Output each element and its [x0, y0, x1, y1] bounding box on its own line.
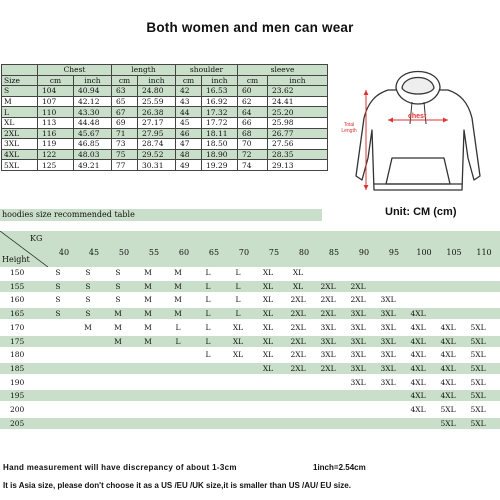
total-length-label: Total Length — [341, 122, 357, 134]
recommended-size-cell: 2XL — [290, 322, 306, 332]
measurement-cell: 25.98 — [268, 117, 328, 128]
recommended-size-cell: M — [174, 309, 182, 319]
size-name-cell: 5XL — [2, 160, 38, 171]
measurement-cell: 18.90 — [202, 149, 238, 160]
height-cell: 165 — [10, 309, 25, 319]
recommended-size-cell: 2XL — [290, 336, 306, 346]
measurement-cell: 67 — [112, 107, 138, 118]
table-row — [2, 149, 328, 160]
size-name-cell: 4XL — [2, 149, 38, 160]
recommended-size-cell: 4XL — [440, 350, 456, 360]
measurement-cell: 18.50 — [202, 139, 238, 150]
measurement-cell: 16.53 — [202, 86, 238, 97]
recommended-size-cell: 5XL — [470, 391, 486, 401]
recommended-size-cell: 4XL — [410, 309, 426, 319]
recommended-size-cell: 4XL — [410, 377, 426, 387]
recommended-size-cell: 2XL — [290, 363, 306, 373]
recommended-size-cell: XL — [262, 309, 274, 319]
recommended-size-cell: 3XL — [380, 309, 396, 319]
recommended-size-cell: 4XL — [440, 322, 456, 332]
measurement-cell: 46 — [176, 128, 202, 139]
asia-size-warning: It is Asia size, please don't choose it as a US /EU /UK size,it is smaller than US /AU/ EU size. — [3, 481, 351, 490]
recommended-size-cell: 5XL — [470, 363, 486, 373]
recommended-size-cell: 3XL — [350, 336, 366, 346]
recommended-size-cell: L — [205, 268, 211, 277]
size-group-header: shoulder — [176, 65, 238, 76]
measurement-cell: 62 — [238, 96, 268, 107]
table-row — [2, 139, 328, 150]
unit-header: cm — [238, 75, 268, 86]
list-item — [0, 349, 500, 360]
recommended-size-cell: M — [144, 268, 152, 277]
measurement-note: Hand measurement will have discrepancy of about 1-3cm — [3, 463, 237, 472]
recommended-size-cell: 2XL — [290, 295, 306, 305]
recommended-size-cell: XL — [262, 268, 274, 277]
recommendation-header — [0, 231, 500, 267]
list-item — [0, 418, 500, 429]
recommended-size-cell: S — [55, 309, 61, 319]
recommended-size-cell: 4XL — [410, 350, 426, 360]
measurement-cell: 40.94 — [74, 86, 112, 97]
measurement-cell: 47 — [176, 139, 202, 150]
measurement-cell: 64 — [238, 107, 268, 118]
recommended-size-cell: 5XL — [440, 405, 456, 414]
measurement-cell: 125 — [38, 160, 74, 171]
recommended-size-cell: 3XL — [380, 295, 396, 305]
measurement-cell: 119 — [38, 139, 74, 150]
recommended-size-cell: 3XL — [320, 350, 336, 360]
size-chart-table — [1, 64, 328, 171]
list-item — [0, 336, 500, 347]
recommended-size-cell: 3XL — [380, 322, 396, 332]
recommended-size-cell: 3XL — [380, 350, 396, 360]
recommended-size-cell: L — [235, 309, 241, 319]
weight-column-header: 85 — [328, 248, 340, 257]
recommended-size-cell: 5XL — [470, 322, 486, 332]
unit-header: inch — [138, 75, 176, 86]
recommended-size-cell: L — [205, 322, 211, 332]
list-item — [0, 363, 500, 374]
recommended-size-cell: L — [235, 295, 241, 305]
height-cell: 155 — [10, 281, 25, 291]
measurement-cell: 110 — [38, 107, 74, 118]
weight-column-header: 90 — [358, 248, 370, 257]
measurement-cell: 43 — [176, 96, 202, 107]
recommended-size-cell: M — [114, 322, 122, 332]
recommended-size-cell: 5XL — [470, 350, 486, 360]
weight-column-header: 100 — [416, 248, 432, 257]
measurement-cell: 25.59 — [138, 96, 176, 107]
size-name-cell: M — [2, 96, 38, 107]
weight-column-header: 110 — [476, 248, 492, 257]
height-cell: 175 — [10, 336, 25, 346]
recommended-size-cell: S — [85, 295, 91, 305]
size-name-cell: 3XL — [2, 139, 38, 150]
recommended-size-cell: M — [84, 322, 92, 332]
measurement-cell: 68 — [238, 128, 268, 139]
list-item — [0, 390, 500, 401]
measurement-cell: 27.95 — [138, 128, 176, 139]
measurement-cell: 24.41 — [268, 96, 328, 107]
recommended-size-cell: XL — [292, 281, 304, 291]
size-name-cell: 2XL — [2, 128, 38, 139]
recommended-size-cell: XL — [262, 336, 274, 346]
recommended-size-cell: 2XL — [320, 309, 336, 319]
size-group-header: sleeve — [238, 65, 328, 76]
recommended-size-cell: 3XL — [380, 363, 396, 373]
recommended-size-cell: M — [174, 268, 182, 277]
size-header-blank — [2, 65, 38, 76]
weight-column-header: 105 — [446, 248, 462, 257]
recommended-size-cell: M — [114, 336, 122, 346]
recommended-size-cell: 4XL — [410, 405, 426, 414]
size-group-header: length — [112, 65, 176, 76]
list-item — [0, 322, 500, 333]
height-cell: 200 — [10, 405, 25, 414]
measurement-cell: 28.35 — [268, 149, 328, 160]
recommended-size-cell: 5XL — [440, 418, 456, 428]
measurement-cell: 107 — [38, 96, 74, 107]
recommended-size-cell: L — [175, 322, 181, 332]
recommended-size-cell: 4XL — [440, 363, 456, 373]
recommended-size-cell: 4XL — [410, 322, 426, 332]
unit-header: inch — [74, 75, 112, 86]
weight-column-header: 55 — [148, 248, 160, 257]
measurement-cell: 104 — [38, 86, 74, 97]
recommended-size-cell: 2XL — [290, 309, 306, 319]
list-item — [0, 377, 500, 388]
measurement-cell: 71 — [112, 128, 138, 139]
recommended-size-cell: 3XL — [350, 350, 366, 360]
recommended-size-cell: L — [205, 350, 211, 360]
measurement-cell: 27.56 — [268, 139, 328, 150]
recommended-size-cell: 4XL — [410, 363, 426, 373]
list-item — [0, 267, 500, 278]
weight-column-header: 40 — [58, 248, 70, 257]
weight-column-header: 95 — [388, 248, 400, 257]
inch-conversion-note: 1inch=2.54cm — [313, 463, 366, 472]
height-label: Height — [2, 255, 30, 264]
recommended-size-cell: 5XL — [470, 377, 486, 387]
recommended-size-cell: 3XL — [380, 377, 396, 387]
table-row — [2, 107, 328, 118]
weight-column-header: 50 — [118, 248, 130, 257]
measurement-cell: 23.62 — [268, 86, 328, 97]
recommended-size-cell: 4XL — [440, 377, 456, 387]
page-title: Both women and men can wear — [146, 20, 354, 35]
weight-column-header: 65 — [208, 248, 220, 257]
measurement-cell: 46.85 — [74, 139, 112, 150]
measurement-cell: 28.74 — [138, 139, 176, 150]
recommended-size-cell: 3XL — [350, 377, 366, 387]
recommended-size-cell: S — [115, 295, 121, 305]
recommended-size-cell: XL — [262, 322, 274, 332]
recommended-size-cell: L — [235, 268, 241, 277]
unit-header: inch — [268, 75, 328, 86]
recommended-size-cell: 3XL — [380, 336, 396, 346]
measurement-cell: 48.03 — [74, 149, 112, 160]
recommended-size-cell: L — [205, 281, 211, 291]
recommended-table-title: hoodies size recommended table — [0, 209, 322, 221]
measurement-cell: 26.38 — [138, 107, 176, 118]
measurement-cell: 66 — [238, 117, 268, 128]
measurement-cell: 49 — [176, 160, 202, 171]
recommended-size-cell: XL — [232, 336, 244, 346]
recommended-size-cell: M — [114, 309, 122, 319]
recommended-size-cell: M — [144, 295, 152, 305]
measurement-cell: 45 — [176, 117, 202, 128]
list-item — [0, 294, 500, 305]
measurement-cell: 75 — [112, 149, 138, 160]
recommended-size-cell: L — [205, 336, 211, 346]
height-cell: 180 — [10, 350, 25, 360]
measurement-cell: 45.67 — [74, 128, 112, 139]
recommended-size-cell: 2XL — [320, 295, 336, 305]
recommended-size-cell: S — [55, 281, 61, 291]
measurement-cell: 65 — [112, 96, 138, 107]
weight-column-header: 80 — [298, 248, 310, 257]
recommended-size-cell: L — [205, 295, 211, 305]
measurement-cell: 26.77 — [268, 128, 328, 139]
kg-label: KG — [30, 234, 43, 243]
height-cell: 190 — [10, 377, 25, 387]
recommended-size-cell: 4XL — [440, 391, 456, 401]
measurement-cell: 29.52 — [138, 149, 176, 160]
height-cell: 185 — [10, 363, 25, 373]
measurement-cell: 73 — [112, 139, 138, 150]
recommended-size-cell: 3XL — [320, 336, 336, 346]
recommended-size-cell: XL — [262, 350, 274, 360]
measurement-cell: 116 — [38, 128, 74, 139]
height-cell: 195 — [10, 391, 25, 401]
recommended-size-cell: S — [85, 268, 91, 277]
table-row — [2, 128, 328, 139]
measurement-cell: 24.80 — [138, 86, 176, 97]
recommended-size-cell: M — [144, 322, 152, 332]
recommended-size-cell: 2XL — [350, 295, 366, 305]
unit-header: cm — [176, 75, 202, 86]
measurement-cell: 43.30 — [74, 107, 112, 118]
size-group-header: Chest — [38, 65, 112, 76]
list-item — [0, 404, 500, 415]
recommended-size-cell: 2XL — [320, 281, 336, 291]
recommended-size-cell: M — [144, 336, 152, 346]
hoodie-diagram — [338, 58, 498, 196]
recommended-size-cell: 4XL — [440, 336, 456, 346]
list-item — [0, 308, 500, 319]
unit-header: cm — [38, 75, 74, 86]
recommended-size-cell: XL — [262, 281, 274, 291]
measurement-cell: 72 — [238, 149, 268, 160]
recommended-size-cell: S — [115, 281, 121, 291]
recommended-size-cell: XL — [292, 268, 304, 277]
recommended-size-cell: M — [144, 281, 152, 291]
measurement-cell: 17.32 — [202, 107, 238, 118]
measurement-cell: 113 — [38, 117, 74, 128]
weight-column-header: 75 — [268, 248, 280, 257]
measurement-cell: 19.29 — [202, 160, 238, 171]
unit-header: inch — [202, 75, 238, 86]
measurement-cell: 29.13 — [268, 160, 328, 171]
size-name-cell: L — [2, 107, 38, 118]
recommended-size-cell: 2XL — [290, 350, 306, 360]
height-cell: 160 — [10, 295, 25, 305]
recommended-size-cell: 5XL — [470, 418, 486, 428]
recommended-size-cell: 5XL — [470, 405, 486, 414]
chest-label: chest — [408, 113, 427, 120]
measurement-cell: 42 — [176, 86, 202, 97]
recommended-size-cell: XL — [232, 322, 244, 332]
recommended-size-cell: L — [175, 336, 181, 346]
list-item — [0, 281, 500, 292]
measurement-cell: 44.48 — [74, 117, 112, 128]
recommended-size-cell: M — [174, 281, 182, 291]
recommended-size-cell: 4XL — [410, 391, 426, 401]
recommended-size-cell: L — [205, 309, 211, 319]
recommended-size-cell: 3XL — [350, 363, 366, 373]
recommended-size-cell: L — [235, 281, 241, 291]
hoodie-icon — [338, 58, 498, 196]
height-cell: 150 — [10, 268, 25, 277]
measurement-cell: 77 — [112, 160, 138, 171]
recommended-size-cell: XL — [262, 363, 274, 373]
measurement-cell: 30.31 — [138, 160, 176, 171]
recommended-size-cell: M — [144, 309, 152, 319]
table-row — [2, 96, 328, 107]
size-name-cell: XL — [2, 117, 38, 128]
weight-column-header: 70 — [238, 248, 250, 257]
measurement-cell: 42.12 — [74, 96, 112, 107]
height-cell: 170 — [10, 322, 25, 332]
measurement-cell: 44 — [176, 107, 202, 118]
measurement-cell: 17.72 — [202, 117, 238, 128]
size-name-cell: S — [2, 86, 38, 97]
measurement-cell: 16.92 — [202, 96, 238, 107]
recommended-size-cell: S — [55, 295, 61, 305]
weight-column-header: 45 — [88, 248, 100, 257]
recommended-size-cell: 4XL — [410, 336, 426, 346]
recommended-size-cell: M — [174, 295, 182, 305]
measurement-cell: 49.21 — [74, 160, 112, 171]
recommended-size-cell: S — [85, 309, 91, 319]
recommended-size-cell: 5XL — [470, 336, 486, 346]
table-row — [2, 117, 328, 128]
measurement-cell: 70 — [238, 139, 268, 150]
measurement-cell: 25.20 — [268, 107, 328, 118]
recommended-size-cell: 3XL — [350, 309, 366, 319]
recommended-size-cell: XL — [232, 350, 244, 360]
recommended-size-cell: 3XL — [320, 322, 336, 332]
unit-header: cm — [112, 75, 138, 86]
table-row — [2, 160, 328, 171]
measurement-cell: 18.11 — [202, 128, 238, 139]
measurement-cell: 60 — [238, 86, 268, 97]
measurement-cell: 27.17 — [138, 117, 176, 128]
recommended-size-cell: S — [55, 268, 61, 277]
measurement-cell: 122 — [38, 149, 74, 160]
measurement-cell: 74 — [238, 160, 268, 171]
recommended-size-cell: 3XL — [350, 322, 366, 332]
table-row — [2, 86, 328, 97]
recommended-size-cell: 2XL — [320, 363, 336, 373]
height-cell: 205 — [10, 418, 25, 428]
recommended-size-cell: XL — [262, 295, 274, 305]
measurement-cell: 63 — [112, 86, 138, 97]
recommended-size-cell: S — [115, 268, 121, 277]
size-column-header: Size — [2, 75, 38, 86]
weight-column-header: 60 — [178, 248, 190, 257]
unit-note: Unit: CM (cm) — [385, 206, 457, 218]
measurement-cell: 48 — [176, 149, 202, 160]
recommended-size-cell: 2XL — [350, 281, 366, 291]
measurement-cell: 69 — [112, 117, 138, 128]
recommended-size-cell: S — [85, 281, 91, 291]
